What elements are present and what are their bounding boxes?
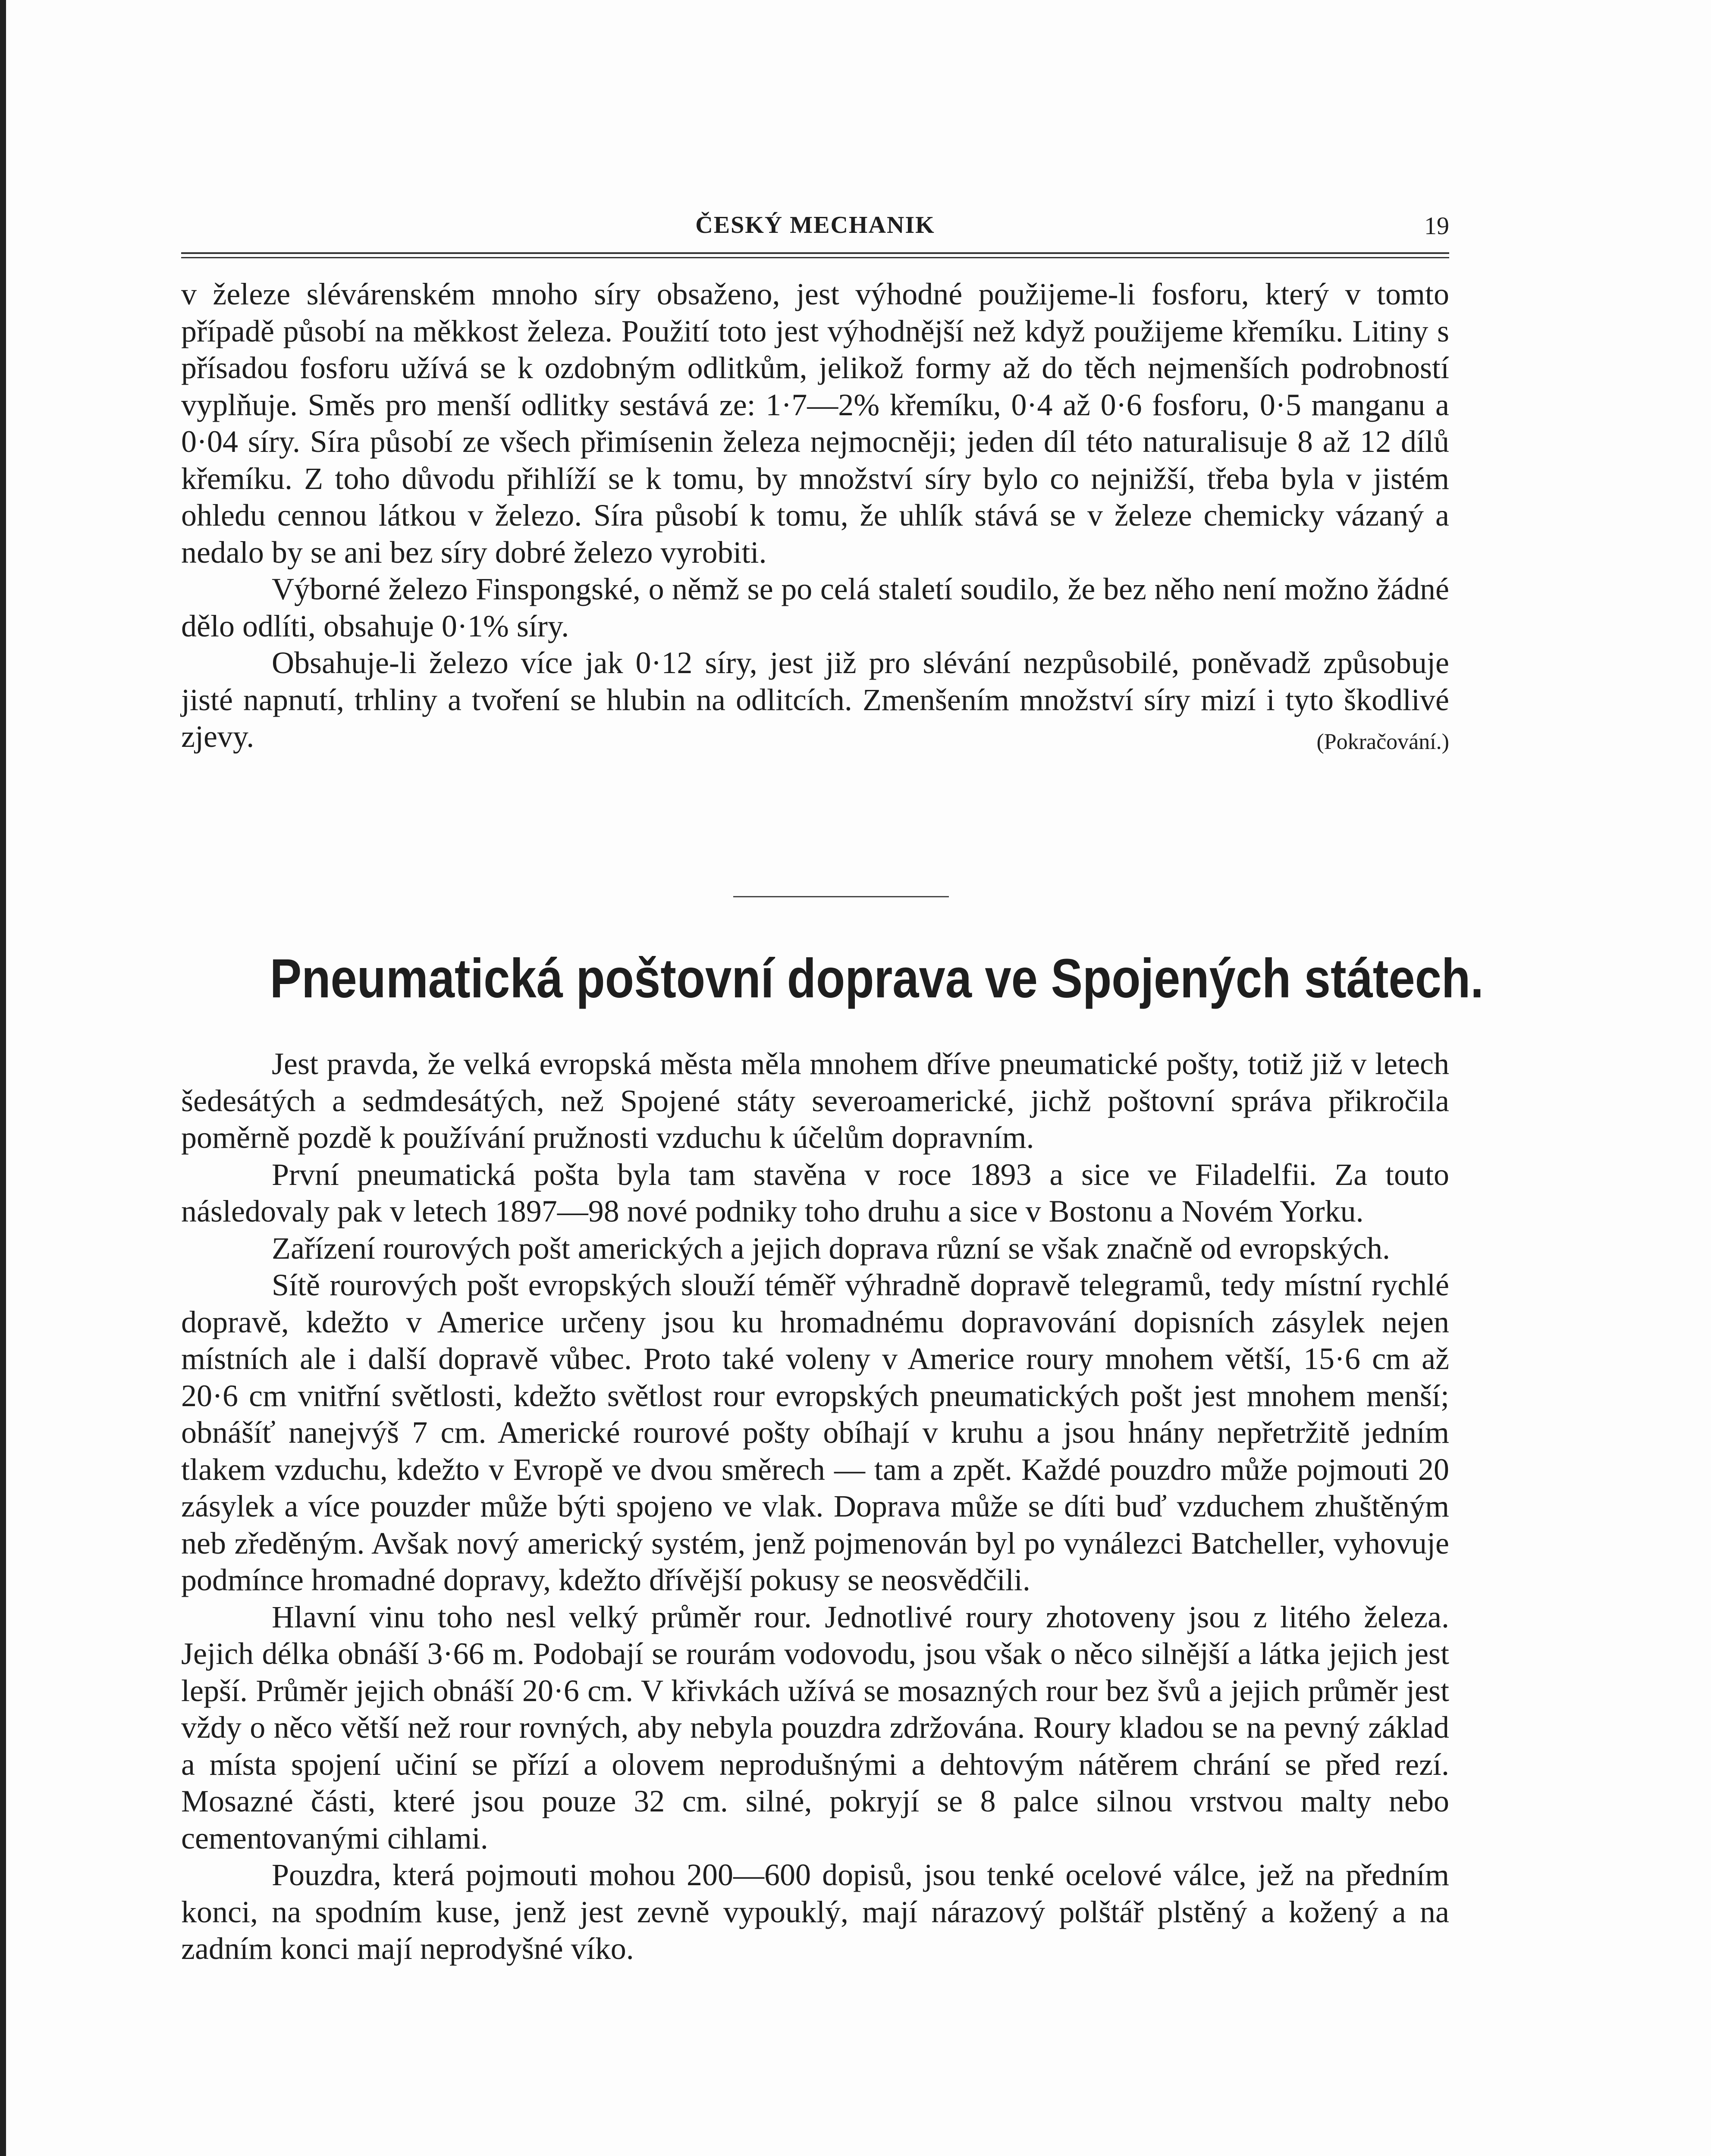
- article-body: [181, 1046, 1449, 1968]
- continued-article: [181, 276, 1449, 761]
- paragraph: Jest pravda, že velká evropská města měla mnohem dříve pneumatické pošty, totiž již v letech šedesátých a sedmdesátých, než Spojené státy severoamerické, jichž poštovní správa přikročila poměrně pozdě k používání pružnosti vzduchu k účelům dopravním.: [181, 1047, 1449, 1155]
- paragraph: Zařízení rourových pošt amerických a jejich doprava různí se však značně od evropských.: [272, 1231, 1390, 1266]
- section-divider: [733, 896, 949, 897]
- paragraph: První pneumatická pošta byla tam stavěna v roce 1893 a sice ve Filadelfii. Za touto následovaly pak v letech 1897—98 nové podniky toho druhu a sice v Bostonu a Novém Yorku.: [181, 1157, 1449, 1228]
- journal-title: ČESKÝ MECHANIK: [695, 212, 935, 238]
- paragraph: [181, 645, 1449, 755]
- article-title: Pneumatická poštovní doprava ve Spojených státech.: [270, 948, 1484, 1009]
- paragraph-text: Obsahuje-li železo více jak 0·12 síry, jest již pro slévání nezpůsobilé, poněvadž způsobuje jisté napnutí, trhliny a tvoření se hlubin na odlitcích. Zmenšením množství síry mizí i tyto škodlivé zjevy.: [181, 646, 1449, 754]
- continuation-note: (Pokračování.): [1316, 730, 1449, 754]
- scan-edge: [0, 0, 6, 2156]
- page-number: 19: [1424, 212, 1449, 240]
- paragraph: Hlavní vinu toho nesl velký průměr rour. Jednotlivé roury zhotoveny jsou z litého železa. Jejich délka obnáší 3·66 m. Podobají se rourám vodovodu, jsou však o něco silnější a látka jejich jest lepší. Průměr jejich obnáší 20·6 cm. V křivkách užívá se mosazných rour bez švů a jejich průměr jest vždy o něco větší než rour rovných, aby nebyla pouzdra zdržována. Roury kladou se na pevný základ a místa spojení učiní se přízí a olovem neprodušnými a dehtovým nátěrem chrání se před rezí. Mosazné části, které jsou pouze 32 cm. silné, pokryjí se 8 palce silnou vrstvou malty nebo cementovanými cihlami.: [181, 1599, 1449, 1855]
- paragraph: Pouzdra, která pojmouti mohou 200—600 dopisů, jsou tenké ocelové válce, jež na předním konci, na spodním kuse, jenž jest zevně vypouklý, mají nárazový polštář plstěný a kožený a na zadním konci mají neprodyšné víko.: [181, 1858, 1449, 1966]
- paragraph: v železe slévárenském mnoho síry obsaženo, jest výhodné použijeme-li fosforu, který v tomto případě působí na měkkost železa. Použití toto jest výhodnější než když použijeme křemíku. Litiny s přísadou fosforu užívá se k ozdobným odlitkům, jelikož formy až do těch nejmenších podrobností vyplňuje. Směs pro menší odlitky sestává ze: 1·7—2% křemíku, 0·4 až 0·6 fosforu, 0·5 manganu a 0·04 síry. Síra působí ze všech přimísenin železa nejmocněji; jeden díl této naturalisuje 8 až 12 dílů křemíku. Z toho důvodu přihlíží se k tomu, by množství síry bylo co nejnižší, třeba byla v jistém ohledu cennou látkou v železo. Síra působí k tomu, že uhlík stává se v železe chemicky vázaný a nedalo by se ani bez síry dobré železo vyrobiti.: [181, 277, 1449, 570]
- paragraph: Výborné železo Finspongské, o němž se po celá staletí soudilo, že bez něho není možno žádné dělo odlíti, obsahuje 0·1% síry.: [181, 572, 1449, 643]
- paragraph: Sítě rourových pošt evropských slouží téměř výhradně dopravě telegramů, tedy místní rychlé dopravě, kdežto v Americe určeny jsou ku hromadnému dopravování dopisních zásylek nejen místních ale i další dopravě vůbec. Proto také voleny v Americe roury mnohem větší, 15·6 cm až 20·6 cm vnitřní světlosti, kdežto světlost rour evropských pneumatických pošt jest mnohem menší; obnášíť nanejvýš 7 cm. Americké rourové pošty obíhají v kruhu a jsou hnány nepřetržitě jedním tlakem vzduchu, kdežto v Evropě ve dvou směrech — tam a zpět. Každé pouzdro může pojmouti 20 zásylek a více pouzder může býti spojeno ve vlak. Doprava může se díti buď vzduchem zhuštěným neb zředěným. Avšak nový americký systém, jenž pojmenován byl po vynálezci Batcheller, vyhovuje podmínce hromadné dopravy, kdežto dřívější pokusy se neosvědčili.: [181, 1268, 1449, 1597]
- header-rule: [181, 252, 1449, 258]
- running-header: [181, 211, 1449, 246]
